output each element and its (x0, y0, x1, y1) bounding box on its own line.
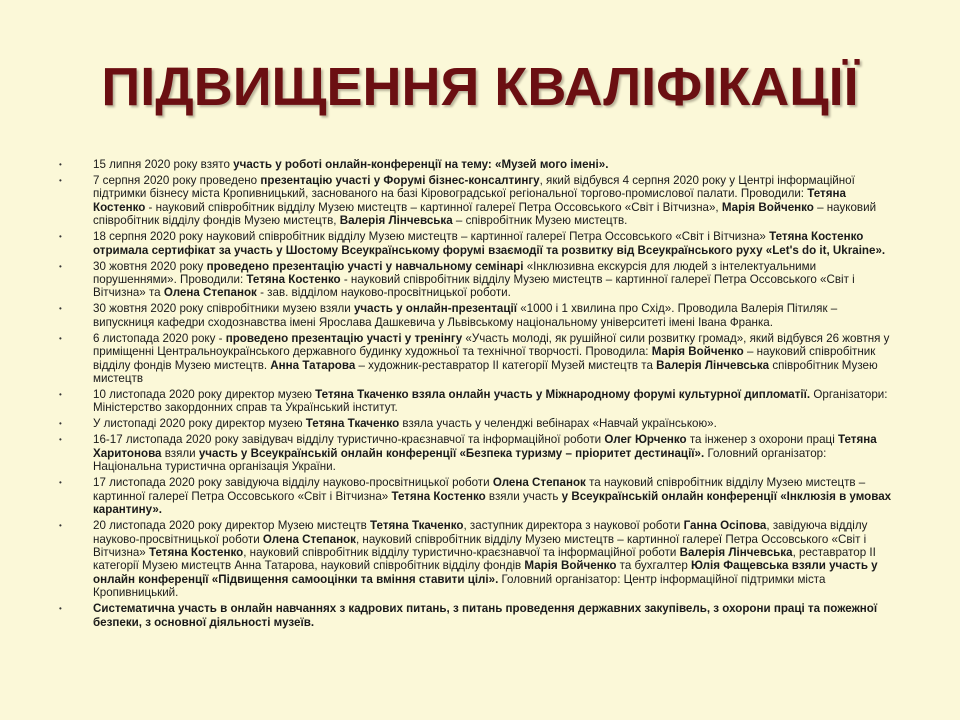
bold-text: Тетяна Харитонова (93, 433, 877, 460)
bold-text: проведено презентацію участі у навчальному семінарі (206, 259, 524, 273)
list-item (56, 332, 896, 386)
bullet-icon: • (59, 333, 62, 343)
item-text: - науковий співробітник відділу Музею мистецтв – картинної галереї Петра Оссовського «Світ і Вітчизна» та (93, 273, 855, 300)
bold-text: проведено презентацію участі у тренінгу (225, 331, 463, 345)
list-item (56, 158, 896, 171)
item-text: 10 листопада 2020 року директор музею (93, 388, 316, 402)
item-text: 15 липня 2020 року взято (93, 158, 234, 171)
list-item (56, 519, 896, 599)
bold-text: Тетяна Костенко (93, 187, 846, 214)
item-text: , заступник директора з наукової роботи (463, 519, 684, 533)
list-item (56, 388, 896, 415)
bold-text: Тетяна Костенко (148, 545, 244, 559)
list-item (56, 476, 896, 516)
bullet-icon: • (59, 478, 62, 488)
item-text: та бухгалтер (616, 559, 691, 573)
item-text: та науковий співробітник відділу Музею мистецтв – картинної галереї Петра Оссовського «Світ і Вітчизна» (93, 476, 866, 503)
bullet-icon: • (59, 160, 62, 169)
item-text: 30 жовтня 2020 року співробітники музею взяли (93, 302, 354, 316)
item-text: - науковий співробітник відділу Музею мистецтв – картинної галереї Петра Оссовського «Світ і Вітчизна», (145, 200, 722, 214)
bold-text: Олег Юрченко (604, 433, 687, 447)
item-text: «1000 і 1 хвилина про Схід». Проводила Валерія Пітиляк – випускниця кафедри сходознавства імені Ярослава Дашкевича у Львівському національному університеті імені Івана Франка. (93, 302, 838, 329)
list-item (56, 602, 896, 629)
bullet-icon: • (59, 232, 62, 242)
bold-text: Олена Степанок (262, 532, 356, 546)
bold-text: Валерія Лінчевська (679, 545, 793, 559)
item-text: 30 жовтня 2020 року (93, 259, 207, 273)
bold-text: Анна Татарова (270, 358, 356, 372)
list-item (56, 433, 896, 473)
item-text: «Участь молоді, як рушійної сили розвитку громад», який відбувся 26 жовтня у приміщенні Центральноукраїнського державного будинку художньої та технічної творчості. Проводила: (93, 331, 890, 359)
bold-text: Марія Войченко (524, 559, 617, 573)
bullet-icon: • (59, 261, 62, 271)
bold-text: Марія Войченко (721, 200, 814, 214)
item-text: – науковий співробітник відділу фондів Музею мистецтв, (93, 200, 877, 228)
item-text: 17 листопада 2020 року завідуюча відділу науково-просвітницької роботи (93, 476, 493, 490)
item-text: 18 серпня 2020 року науковий співробітник відділу Музею мистецтв – картинної галереї Петра Оссовського «Світ і Вітчизна» (93, 230, 770, 244)
bold-text: Систематична участь в онлайн навчаннях з кадрових питань, з питань проведення державних закупівель, з охорони праці та пожежної безпеки, з основної діяльності музеїв. (93, 602, 878, 629)
bold-text: Тетяна Костенко (391, 489, 486, 503)
item-text: , який відбувся 4 серпня 2020 року у Центрі інформаційної підтримки бізнесу міста Кропивницький, заснованого на базі Кіровоградської регіональної торгово-промислової палати. Проводили: (93, 174, 855, 201)
item-text: взяли (161, 446, 199, 460)
bold-text: Валерія Лінчевська (339, 214, 453, 228)
item-text: 7 серпня 2020 року проведено (93, 174, 261, 187)
list-item (56, 260, 896, 300)
bold-text: Ганна Осіпова (683, 519, 767, 533)
item-text: , завідуюча відділу науково-просвітницької роботи (93, 519, 868, 546)
bold-text: Юлія Фащевська взяли участь у онлайн конференції «Підвищення самооцінки та вміння ставити цілі». (93, 559, 878, 586)
activity-list (56, 158, 896, 632)
item-text: , науковий співробітник відділу туристично-краєзнавчої та інформаційної роботи (243, 545, 680, 559)
bold-text: презентацію участі у Форумі бізнес-консалтингу (260, 174, 540, 187)
bullet-icon: • (59, 521, 62, 531)
item-text: «Інклюзивна екскурсія для людей з інтелектуальними порушеннями». Проводили: (93, 259, 817, 287)
bold-text: Олена Степанок (163, 286, 257, 300)
bullet-icon: • (59, 419, 62, 429)
bold-text: Тетяна Ткаченко взяла онлайн участь у Міжнародному форумі культурної дипломатії. (315, 388, 811, 402)
item-text: 20 листопада 2020 року директор Музею мистецтв (93, 519, 371, 533)
item-text: 6 листопада 2020 року - (93, 331, 226, 345)
bullet-icon: • (59, 435, 62, 445)
bullet-icon: • (59, 176, 62, 185)
item-text: співробітник Музею мистецтв (93, 358, 878, 386)
slide-title: ПІДВИЩЕННЯ КВАЛІФІКАЦІЇ (101, 57, 859, 117)
bold-text: у Всеукраїнській онлайн конференції «Інклюзія в умовах карантину». (93, 489, 892, 517)
bold-text: участь у Всеукраїнській онлайн конференції «Безпека туризму – пріоритет дестинації». (198, 446, 705, 460)
item-text: , реставратор ІІ категорії Музею мистецтв Анна Татарова, науковий співробітник відділу фондів (93, 545, 876, 573)
item-text: 16-17 листопада 2020 року завідувач відділу туристично-краєзнавчої та інформаційної роботи (93, 433, 605, 447)
item-text: Головний організатор: Національна туристична організація України. (93, 446, 827, 474)
item-text: У листопаді 2020 року директор музею (93, 417, 306, 431)
item-text: та інженер з охорони праці (686, 433, 838, 447)
item-text: Головний організатор: Центр інформаційної підтримки міста Кропивницький. (93, 572, 826, 600)
list-item (56, 302, 896, 329)
bold-text: Валерія Лінчевська (656, 358, 770, 372)
item-text: - зав. відділом науково-просвітницької роботи. (256, 286, 511, 300)
item-text: Організатори: Міністерство закордонних справ та Український інститут. (93, 388, 888, 415)
item-text: , науковий співробітник відділу Музею мистецтв – картинної галереї Петра Оссовського «Світ і Вітчизна» (93, 532, 867, 559)
list-item (56, 417, 896, 430)
bold-text: Олена Степанок (492, 476, 586, 490)
bold-text: участь у роботі онлайн-конференції на тему: «Музей мого імені». (233, 158, 609, 171)
bold-text: Марія Войченко (651, 345, 744, 359)
item-text: взяли участь (485, 489, 562, 503)
bold-text: Тетяна Костенко (246, 273, 341, 287)
item-text: – науковий співробітник відділу фондів Музею мистецтв. (93, 345, 876, 372)
bold-text: участь у онлайн-презентації (353, 302, 517, 316)
list-item (56, 230, 896, 257)
bullet-icon: • (59, 604, 62, 614)
bold-text: Тетяна Костенко отримала сертифікат за участь у Шостому Всеукраїнському форумі взаємодії та розвитку від Всеукраїнського руху «Let's do it, Ukraine». (93, 230, 886, 257)
bold-text: Тетяна Ткаченко (370, 519, 464, 533)
bullet-icon: • (59, 304, 62, 314)
bullet-icon: • (59, 390, 62, 400)
item-text: – співробітник Музею мистецтв. (452, 214, 628, 228)
list-item (56, 174, 896, 228)
bold-text: Тетяна Ткаченко (305, 417, 400, 431)
item-text: – художник-реставратор ІІ категорії Музей мистецтв та (355, 358, 657, 372)
item-text: взяла участь у челенджі вебінарах «Навчай українською». (399, 417, 717, 431)
